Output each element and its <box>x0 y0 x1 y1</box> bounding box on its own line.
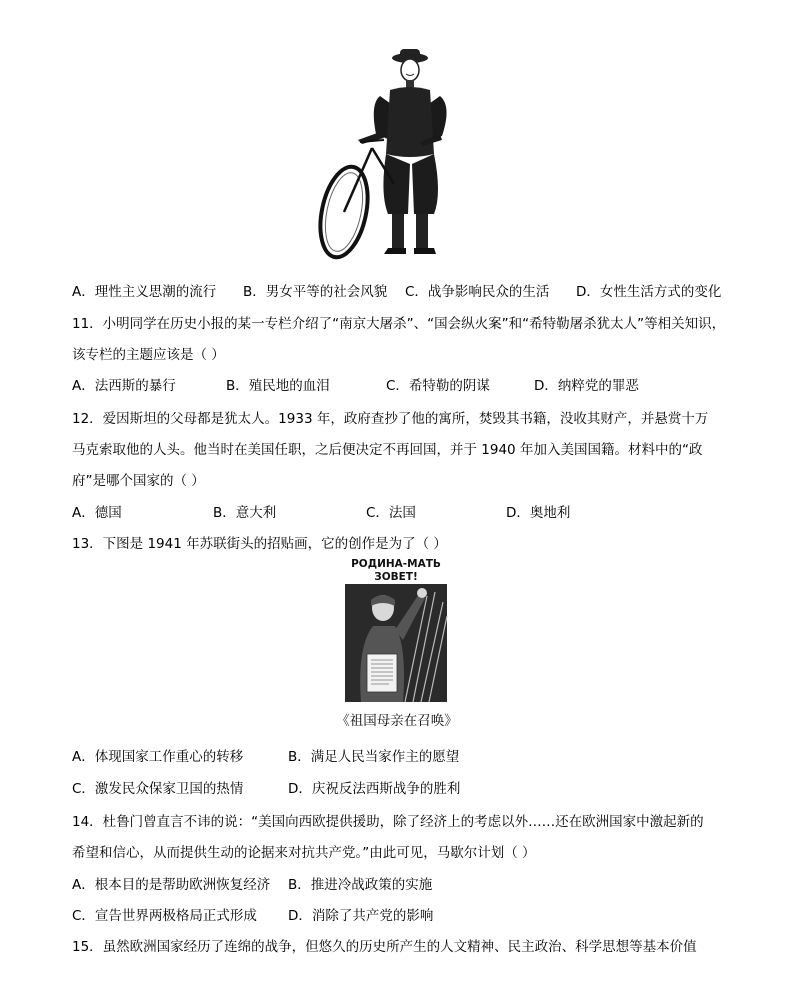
q11-text-line2: 该专栏的主题应该是（ ） <box>72 347 225 363</box>
q13-option-c[interactable]: C．激发民众保家卫国的热情 <box>72 781 244 797</box>
q14-option-d[interactable]: D．消除了共产党的影响 <box>288 908 434 924</box>
q14-option-a[interactable]: A．根本目的是帮助欧洲恢复经济 <box>72 877 271 893</box>
q12-text-line3: 府”是哪个国家的（ ） <box>72 473 205 489</box>
q13-text-line1: 13．下图是 1941 年苏联街头的招贴画，它的创作是为了（ ） <box>72 536 447 552</box>
q12-option-d[interactable]: D．奥地利 <box>506 505 571 521</box>
q10-option-d[interactable]: D．女性生活方式的变化 <box>576 284 722 300</box>
q12-text-line2: 马克索取他的人头。他当时在美国任职，之后便决定不再回国，并于 1940 年加入美国国籍。材料中的“政 <box>72 442 703 458</box>
q11-option-d[interactable]: D．纳粹党的罪恶 <box>534 378 639 394</box>
q10-option-b[interactable]: B．男女平等的社会风貌 <box>243 284 388 300</box>
q11-option-a[interactable]: A．法西斯的暴行 <box>72 378 176 394</box>
q14-option-b[interactable]: B．推进冷战政策的实施 <box>288 877 433 893</box>
q10-option-c[interactable]: C．战争影响民众的生活 <box>405 284 550 300</box>
q14-text-line2: 希望和信心，从而提供生动的论据来对抗共产党。”由此可见，马歇尔计划（ ） <box>72 845 536 861</box>
q12-option-c[interactable]: C．法国 <box>366 505 416 521</box>
q11-text-line1: 11．小明同学在历史小报的某一专栏介绍了“南京大屠杀”、“国会纵火案”和“希特勒屠杀犹太人”等相关知识， <box>72 316 726 332</box>
q14-text-line1: 14．杜鲁门曾直言不讳的说：“美国向西欧提供援助，除了经济上的考虑以外……还在欧洲国家中激起新的 <box>72 814 704 830</box>
motherland-poster-image <box>343 556 449 704</box>
q15-text-line1: 15．虽然欧洲国家经历了连绵的战争，但悠久的历史所产生的人文精神、民主政治、科学思想等基本价值 <box>72 939 697 955</box>
q13-option-a[interactable]: A．体现国家工作重心的转移 <box>72 749 244 765</box>
q11-option-b[interactable]: B．殖民地的血泪 <box>226 378 330 394</box>
poster-title-line1: РОДИНА-МАТЬ <box>351 558 441 570</box>
q12-text-line1: 12．爱因斯坦的父母都是犹太人。1933 年，政府查抄了他的寓所，焚毁其书籍，没收其财产，并悬赏十万 <box>72 411 709 427</box>
q10-option-a[interactable]: A．理性主义思潮的流行 <box>72 284 217 300</box>
q12-option-b[interactable]: B．意大利 <box>213 505 277 521</box>
q12-option-a[interactable]: A．德国 <box>72 505 122 521</box>
q13-option-b[interactable]: B．满足人民当家作主的愿望 <box>288 749 460 765</box>
poster-title-line2: ЗОВЕТ! <box>374 571 418 583</box>
woman-with-bicycle-illustration <box>310 44 478 262</box>
q14-option-c[interactable]: C．宣告世界两极格局正式形成 <box>72 908 257 924</box>
q13-option-d[interactable]: D．庆祝反法西斯战争的胜利 <box>288 781 461 797</box>
poster-caption: 《祖国母亲在召唤》 <box>336 713 458 729</box>
q11-option-c[interactable]: C．希特勒的阴谋 <box>386 378 490 394</box>
